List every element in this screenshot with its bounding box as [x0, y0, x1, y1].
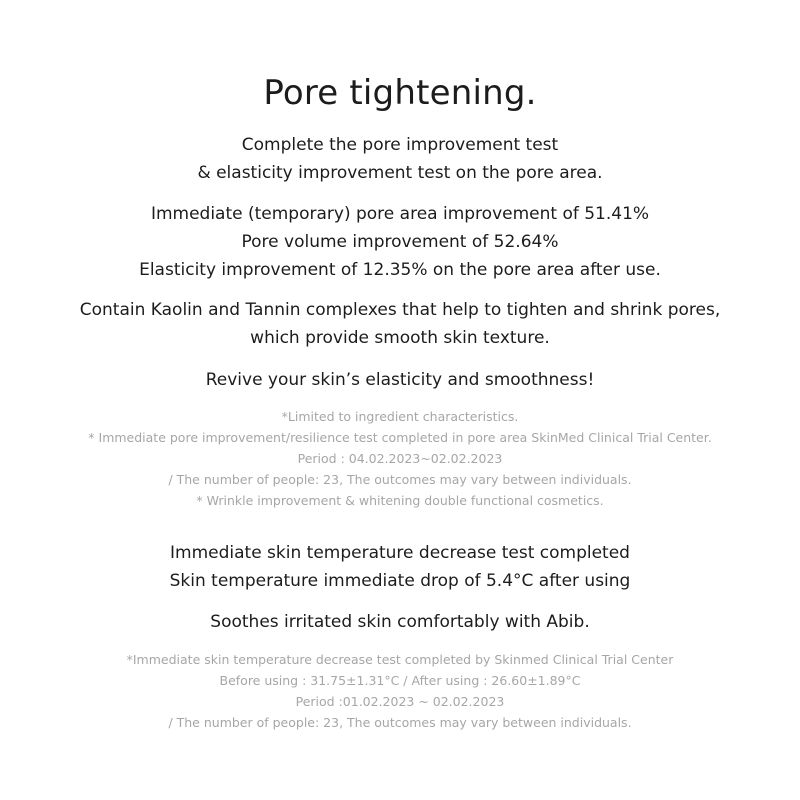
page-title: Pore tightening. — [263, 73, 537, 113]
temperature-line: Skin temperature immediate drop of 5.4°C after using — [169, 571, 631, 591]
footnote-line: Before using : 31.75±1.31°C / After using : 26.60±1.89°C — [219, 673, 581, 688]
temperature-statement — [0, 539, 800, 595]
revive-statement — [0, 366, 800, 394]
ingredients-statement — [0, 296, 800, 352]
footnote-line: * Wrinkle improvement & whitening double functional cosmetics. — [196, 493, 604, 508]
footnote-line: * Immediate pore improvement/resilience test completed in pore area SkinMed Clinical Trial Center. — [88, 430, 712, 445]
footnote-line: / The number of people: 23, The outcomes may vary between individuals. — [168, 715, 632, 730]
temperature-line: Immediate skin temperature decrease test completed — [170, 543, 630, 563]
pore-test-line: Complete the pore improvement test — [241, 135, 559, 155]
footnote-line: *Limited to ingredient characteristics. — [281, 409, 519, 424]
result-line: Immediate (temporary) pore area improvement of 51.41% — [150, 204, 650, 224]
revive-line: Revive your skin’s elasticity and smoothness! — [205, 370, 595, 390]
pore-test-line: & elasticity improvement test on the pore area. — [197, 163, 603, 183]
soothes-statement — [0, 608, 800, 636]
footnote-line: Period : 04.02.2023~02.02.2023 — [297, 451, 503, 466]
soothes-line: Soothes irritated skin comfortably with Abib. — [210, 612, 590, 632]
pore-footnotes — [0, 406, 800, 511]
pore-test-statement — [0, 131, 800, 187]
footnote-line: Period :01.02.2023 ~ 02.02.2023 — [295, 694, 505, 709]
improvement-results — [0, 200, 800, 284]
temperature-footnotes — [0, 649, 800, 733]
ingredients-line: which provide smooth skin texture. — [250, 328, 550, 348]
result-line: Pore volume improvement of 52.64% — [241, 232, 559, 252]
ingredients-line: Contain Kaolin and Tannin complexes that help to tighten and shrink pores, — [79, 300, 721, 320]
footnote-line: *Immediate skin temperature decrease test completed by Skinmed Clinical Trial Center — [126, 652, 674, 667]
result-line: Elasticity improvement of 12.35% on the pore area after use. — [139, 260, 661, 280]
footnote-line: / The number of people: 23, The outcomes may vary between individuals. — [168, 472, 632, 487]
